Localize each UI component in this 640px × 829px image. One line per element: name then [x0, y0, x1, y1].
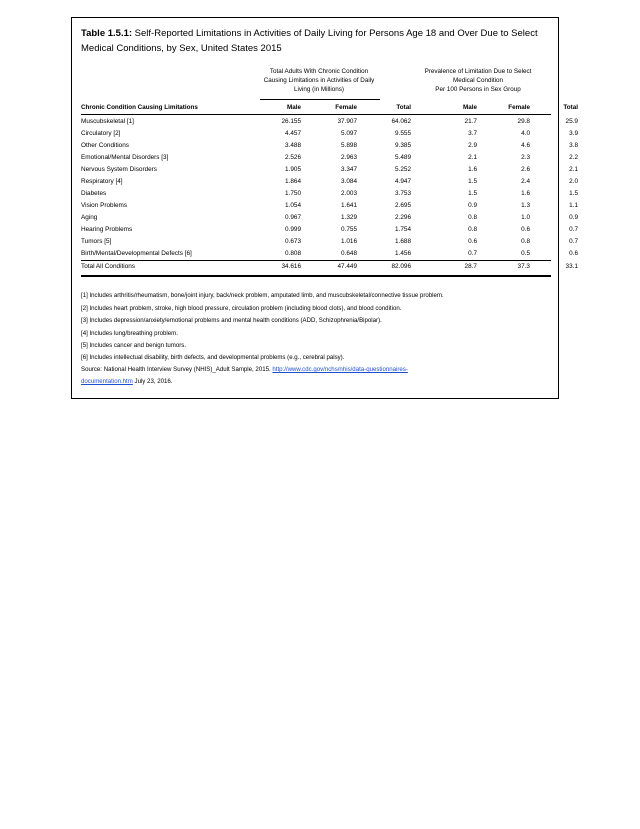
cell-pf: 29.8: [517, 118, 530, 125]
cell-f: 2.003: [341, 190, 357, 197]
cell-pm: 0.6: [468, 238, 477, 245]
footnote-4: [4] Includes lung/breathing problem.: [81, 330, 178, 337]
cell-f: 1.329: [341, 214, 357, 221]
cell-f: 5.898: [341, 142, 357, 149]
cell-pt: 2.0: [569, 178, 578, 185]
cell-m: 1.905: [285, 166, 301, 173]
row-label: Nervous System Disorders: [81, 166, 157, 173]
table-row: [81, 188, 578, 200]
cell-m: 1.750: [285, 190, 301, 197]
cell-t: 9.385: [395, 142, 411, 149]
row-label: Emotional/Mental Disorders [3]: [81, 154, 169, 161]
cell-pf: 2.6: [521, 166, 530, 173]
cell-pf: 4.0: [521, 130, 530, 137]
cell-f: 0.648: [341, 250, 357, 257]
cell-t: 1.456: [395, 250, 411, 257]
table-row: [81, 200, 578, 212]
row-label: Vision Problems: [81, 202, 128, 209]
footnote-5: [5] Includes cancer and benign tumors.: [81, 342, 187, 349]
cell-pt: 0.6: [569, 250, 578, 257]
cell-t: 2.695: [395, 202, 411, 209]
table-number: Table 1.5.1:: [81, 28, 133, 39]
cell-t: 5.252: [395, 166, 411, 173]
total-total-rate: 33.1: [565, 263, 578, 270]
cell-pm: 2.9: [468, 142, 477, 149]
total-female-rate: 37.3: [517, 263, 530, 270]
row-label: Birth/Mental/Developmental Defects [6]: [81, 250, 192, 257]
total-male: 34.616: [281, 263, 301, 270]
table-title-text: Self-Reported Limitations in Activities of Daily Living for Persons Age 18 and Over Due to Select Medical Conditions, by Sex, United States 2015: [81, 28, 538, 54]
group-header-prevalence: [409, 68, 547, 94]
footnote-3: [3] Includes depression/anxiety/emotional problems and mental health conditions (ADD, Schizophrenia/Bipolar).: [81, 317, 382, 324]
cell-pm: 0.8: [468, 214, 477, 221]
cell-pt: 2.2: [569, 154, 578, 161]
row-label: Muscubskeletal [1]: [81, 118, 134, 125]
cell-t: 2.296: [395, 214, 411, 221]
cell-t: 5.489: [395, 154, 411, 161]
cell-m: 2.526: [285, 154, 301, 161]
cell-m: 0.999: [285, 226, 301, 233]
total-male-rate: 28.7: [464, 263, 477, 270]
cell-f: 3.347: [341, 166, 357, 173]
table-row: [81, 140, 578, 152]
cell-f: 1.016: [341, 238, 357, 245]
group-header-line: Total Adults With Chronic Condition: [269, 68, 369, 75]
table-row: [81, 176, 578, 188]
group-header-totals: [253, 68, 385, 94]
group-header-line: Medical Condition: [452, 76, 504, 84]
group-header-line: Per 100 Persons in Sex Group: [435, 85, 521, 93]
cell-pt: 3.9: [569, 130, 578, 137]
table-frame: [71, 17, 578, 399]
table-row: [81, 248, 578, 260]
cell-m: 3.488: [285, 142, 301, 149]
cell-pt: 2.1: [569, 166, 578, 173]
table-row: [81, 152, 578, 164]
source-date: July 23, 2016.: [132, 378, 173, 385]
cell-pm: 1.5: [468, 178, 477, 185]
column-header-row: [81, 102, 578, 114]
row-label: Respiratory [4]: [81, 178, 123, 185]
cell-m: 26.155: [281, 118, 301, 125]
cell-pt: 0.9: [569, 214, 578, 221]
cell-f: 0.755: [341, 226, 357, 233]
table-row: [81, 164, 578, 176]
column-header-condition: Chronic Condition Causing Limitations: [81, 104, 198, 111]
group-underline: [260, 99, 380, 100]
table-row: [81, 212, 578, 224]
cell-pm: 1.5: [468, 190, 477, 197]
cell-pm: 3.7: [468, 130, 477, 137]
source-prefix: Source: National Health Interview Survey (NHIS)_Adult Sample, 2015.: [81, 366, 273, 373]
cell-m: 4.457: [285, 130, 301, 137]
table-title: [81, 26, 551, 56]
total-total: 82.096: [391, 263, 411, 270]
cell-pf: 4.6: [521, 142, 530, 149]
cell-pf: 2.3: [521, 154, 530, 161]
cell-pf: 1.0: [521, 214, 530, 221]
row-label: Circulatory [2]: [81, 130, 121, 137]
column-header-female-rate: Female: [508, 104, 530, 111]
cell-pf: 0.6: [521, 226, 530, 233]
cell-t: 4.947: [395, 178, 411, 185]
cell-pt: 3.8: [569, 142, 578, 149]
cell-pm: 2.1: [468, 154, 477, 161]
source-link[interactable]: http://www.cdc.gov/nchs/nhis/data-questionnaires-: [272, 366, 408, 373]
group-header-line: Causing Limitations in Activities of Daily: [263, 76, 375, 84]
cell-pt: 0.7: [569, 226, 578, 233]
cell-m: 1.054: [285, 202, 301, 209]
cell-pt: 25.9: [565, 118, 578, 125]
cell-f: 3.084: [341, 178, 357, 185]
total-female: 47.449: [337, 263, 357, 270]
footnote-1: [1] Includes arthritis/rheumatism, bone/joint injury, back/neck problem, amputated limb, and muscubskeletal/connective tissue problem.: [81, 292, 444, 299]
cell-pf: 2.4: [521, 178, 530, 185]
cell-f: 1.641: [341, 202, 357, 209]
cell-t: 9.555: [395, 130, 411, 137]
bottom-rule: [81, 275, 551, 277]
table-row: [81, 236, 578, 248]
footnote-2: [2] Includes heart problem, stroke, high blood pressure, circulation problem (including blood clots), and blood condition.: [81, 305, 402, 312]
row-label: Diabetes: [81, 190, 107, 197]
cell-m: 1.864: [285, 178, 301, 185]
source-note: [81, 365, 551, 374]
row-label: Tumors [5]: [81, 238, 112, 245]
cell-pm: 1.6: [468, 166, 477, 173]
cell-m: 0.967: [285, 214, 301, 221]
cell-m: 0.673: [285, 238, 301, 245]
group-header-line: Living (in Millions): [293, 85, 345, 93]
cell-m: 0.808: [285, 250, 301, 257]
cell-pt: 1.1: [569, 202, 578, 209]
cell-t: 1.754: [395, 226, 411, 233]
header-rule: [81, 114, 551, 115]
cell-t: 3.753: [395, 190, 411, 197]
footnote-6: [6] Includes intellectual disability, birth defects, and developmental problems (e.g., cerebral palsy).: [81, 354, 345, 361]
cell-pt: 1.5: [569, 190, 578, 197]
column-header-male: Male: [287, 104, 301, 111]
row-label: Other Conditions: [81, 142, 129, 149]
total-row: [81, 261, 578, 273]
cell-f: 2.963: [341, 154, 357, 161]
cell-pm: 0.7: [468, 250, 477, 257]
source-link-cont[interactable]: documentation.htm: [81, 378, 133, 385]
group-header-line: Prevalence of Limitation Due to Select: [424, 68, 532, 75]
cell-pm: 21.7: [464, 118, 477, 125]
row-label: Aging: [81, 214, 98, 221]
cell-f: 37.907: [337, 118, 357, 125]
cell-pf: 1.6: [521, 190, 530, 197]
cell-pm: 0.9: [468, 202, 477, 209]
cell-f: 5.097: [341, 130, 357, 137]
column-header-total-rate: Total: [563, 104, 578, 111]
cell-pf: 1.3: [521, 202, 530, 209]
table-row: [81, 116, 578, 128]
column-header-male-rate: Male: [463, 104, 477, 111]
row-label: Hearing Problems: [81, 226, 133, 233]
table-row: [81, 128, 578, 140]
cell-pf: 0.8: [521, 238, 530, 245]
cell-pt: 0.7: [569, 238, 578, 245]
column-header-total: Total: [396, 104, 411, 111]
cell-t: 1.688: [395, 238, 411, 245]
table-row: [81, 224, 578, 236]
cell-t: 64.062: [391, 118, 411, 125]
total-label: Total All Conditions: [81, 263, 135, 270]
source-note-cont: [81, 377, 551, 386]
column-header-female: Female: [335, 104, 357, 111]
cell-pf: 0.5: [521, 250, 530, 257]
cell-pm: 0.8: [468, 226, 477, 233]
